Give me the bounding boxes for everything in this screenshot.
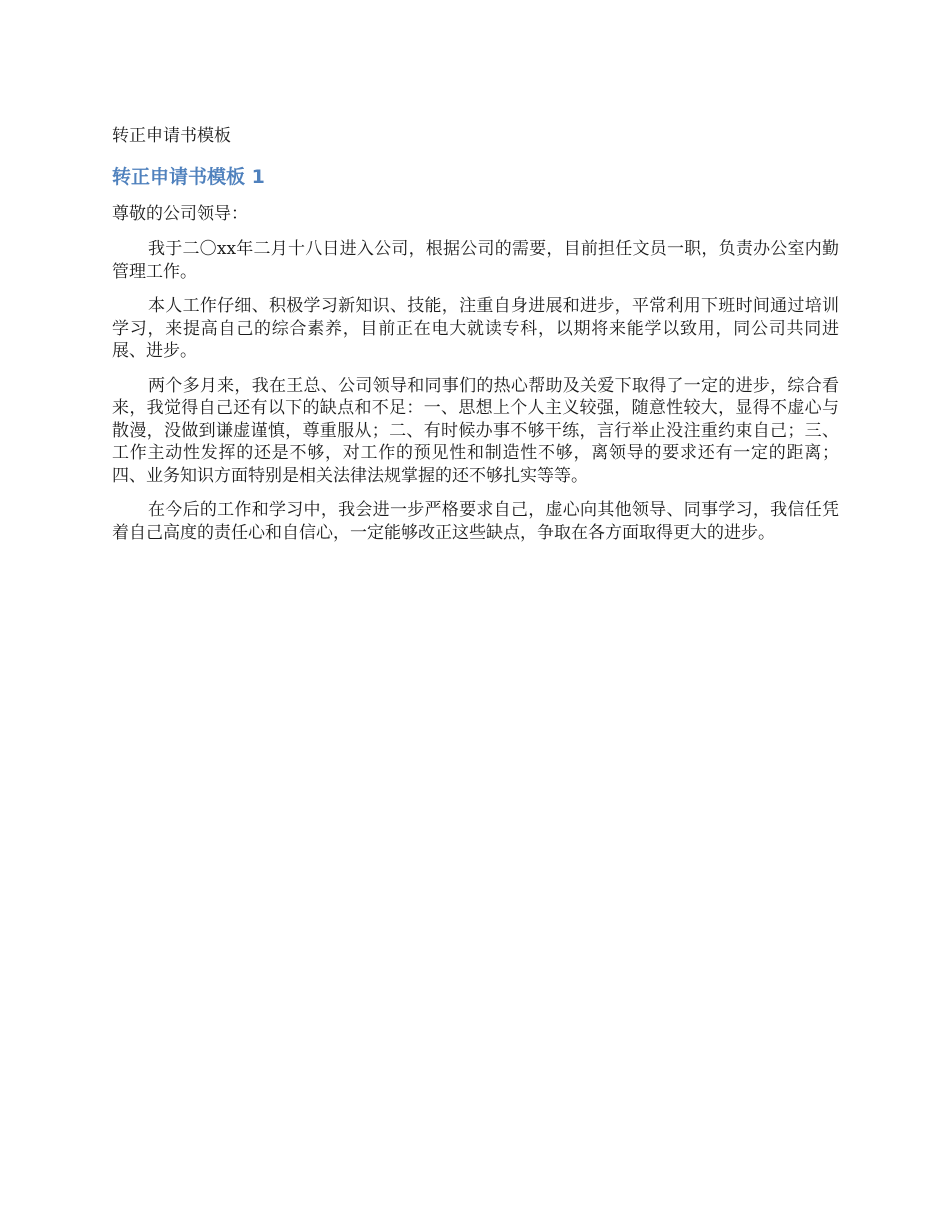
paragraph-2: 本人工作仔细、积极学习新知识、技能，注重自身进展和进步，平常利用下班时间通过培训学习，来提高自己的综合素养，目前正在电大就读专科，以期将来能学以致用，同公司共同进展、进步。 (112, 296, 839, 361)
section-heading: 转正申请书模板 1 (112, 166, 265, 188)
document-body (112, 124, 839, 556)
paragraph-1: 我于二〇xx年二月十八日进入公司，根据公司的需要，目前担任文员一职，负责办公室内勤管理工作。 (112, 239, 839, 282)
paragraph-3: 两个多月来，我在王总、公司领导和同事们的热心帮助及关爱下取得了一定的进步，综合看来，我觉得自己还有以下的缺点和不足：一、思想上个人主义较强，随意性较大，显得不虚心与散漫，没做到谦虚谨慎，尊重服从；二、有时候办事不够干练，言行举止没注重约束自己；三、工作主动性发挥的还是不够，对工作的预见性和制造性不够，离领导的要求还有一定的距离；四、业务知识方面特别是相关法律法规掌握的还不够扎实等等。 (112, 375, 839, 486)
paragraph-4: 在今后的工作和学习中，我会进一步严格要求自己，虚心向其他领导、同事学习，我信任凭着自己高度的责任心和自信心，一定能够改正这些缺点，争取在各方面取得更大的进步。 (112, 500, 839, 543)
salutation: 尊敬的公司领导： (112, 204, 248, 224)
document-title: 转正申请书模板 (112, 126, 231, 146)
